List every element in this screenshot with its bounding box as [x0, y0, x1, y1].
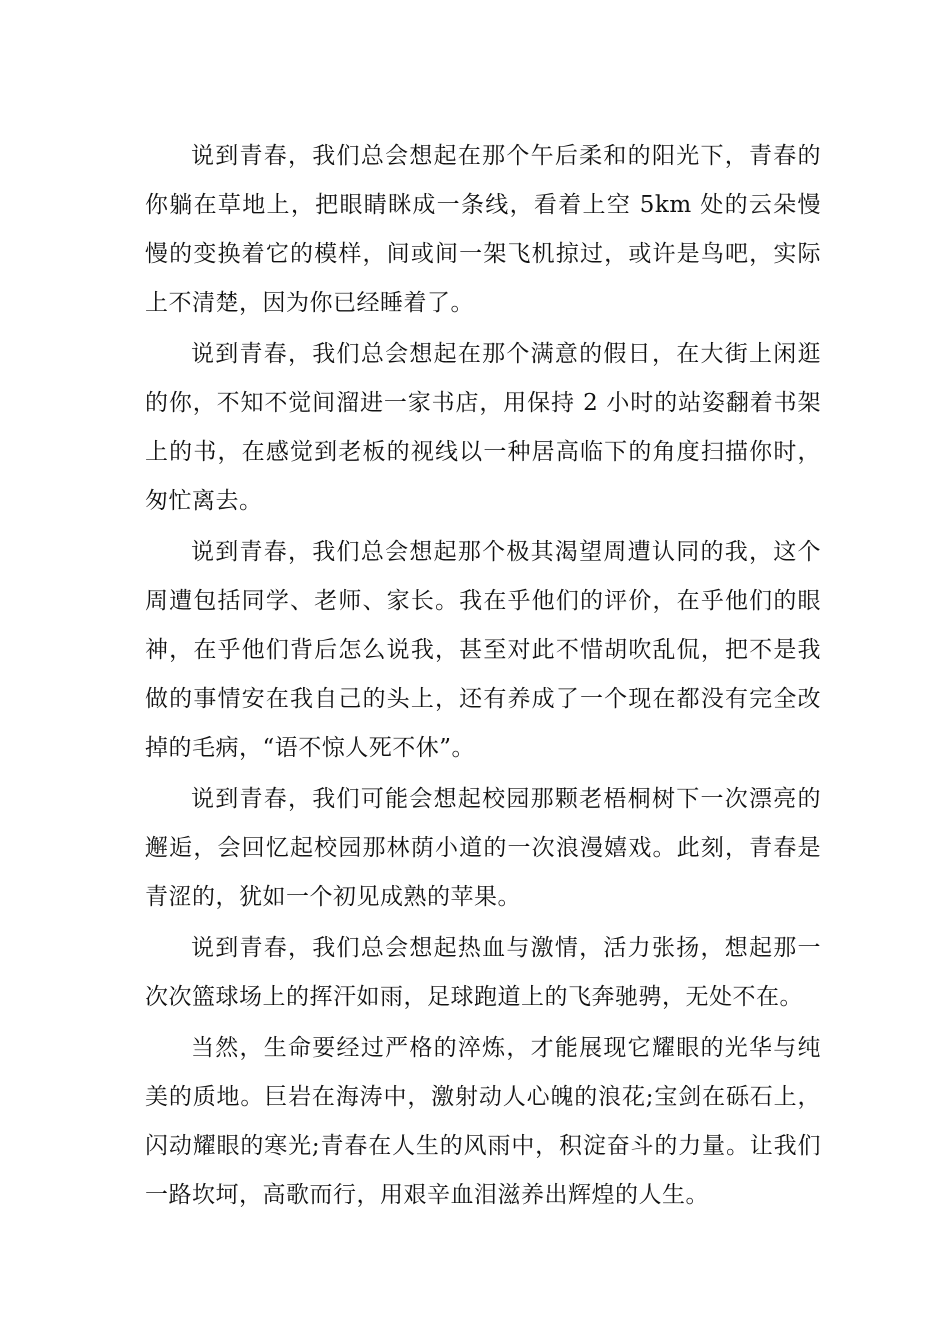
- paragraph-6: 当然，生命要经过严格的淬炼，才能展现它耀眼的光华与纯美的质地。巨岩在海涛中，激射动人心魄的浪花;宝剑在砾石上，闪动耀眼的寒光;青春在人生的风雨中，积淀奋斗的力量。让我们一路坎坷，高歌而行，用艰辛血泪滋养出辉煌的人生。: [145, 1035, 821, 1208]
- paragraph-5: 说到青春，我们总会想起热血与激情，活力张扬，想起那一次次篮球场上的挥汗如雨，足球跑道上的飞奔驰骋，无处不在。: [145, 935, 821, 1010]
- paragraph-2: 说到青春，我们总会想起在那个满意的假日，在大街上闲逛的你，不知不觉间溜进一家书店，用保持 2 小时的站姿翻着书架上的书，在感觉到老板的视线以一种居高临下的角度扫描你时，匆忙离去。: [145, 341, 821, 514]
- paragraph-4: 说到青春，我们可能会想起校园那颗老梧桐树下一次漂亮的邂逅，会回忆起校园那林荫小道的一次浪漫嬉戏。此刻，青春是青涩的，犹如一个初见成熟的苹果。: [145, 786, 821, 910]
- paragraph-1: 说到青春，我们总会想起在那个午后柔和的阳光下，青春的你躺在草地上，把眼睛眯成一条线，看着上空 5km 处的云朵慢慢的变换着它的模样，间或间一架飞机掠过，或许是鸟吧，实际上不清楚，因为你已经睡着了。: [145, 143, 821, 316]
- document-body: [145, 132, 821, 1222]
- paragraph-3: 说到青春，我们总会想起那个极其渴望周遭认同的我，这个周遭包括同学、老师、家长。我在乎他们的评价，在乎他们的眼神，在乎他们背后怎么说我，甚至对此不惜胡吹乱侃，把不是我做的事情安在我自己的头上，还有养成了一个现在都没有完全改掉的毛病，“语不惊人死不休”。: [145, 539, 821, 761]
